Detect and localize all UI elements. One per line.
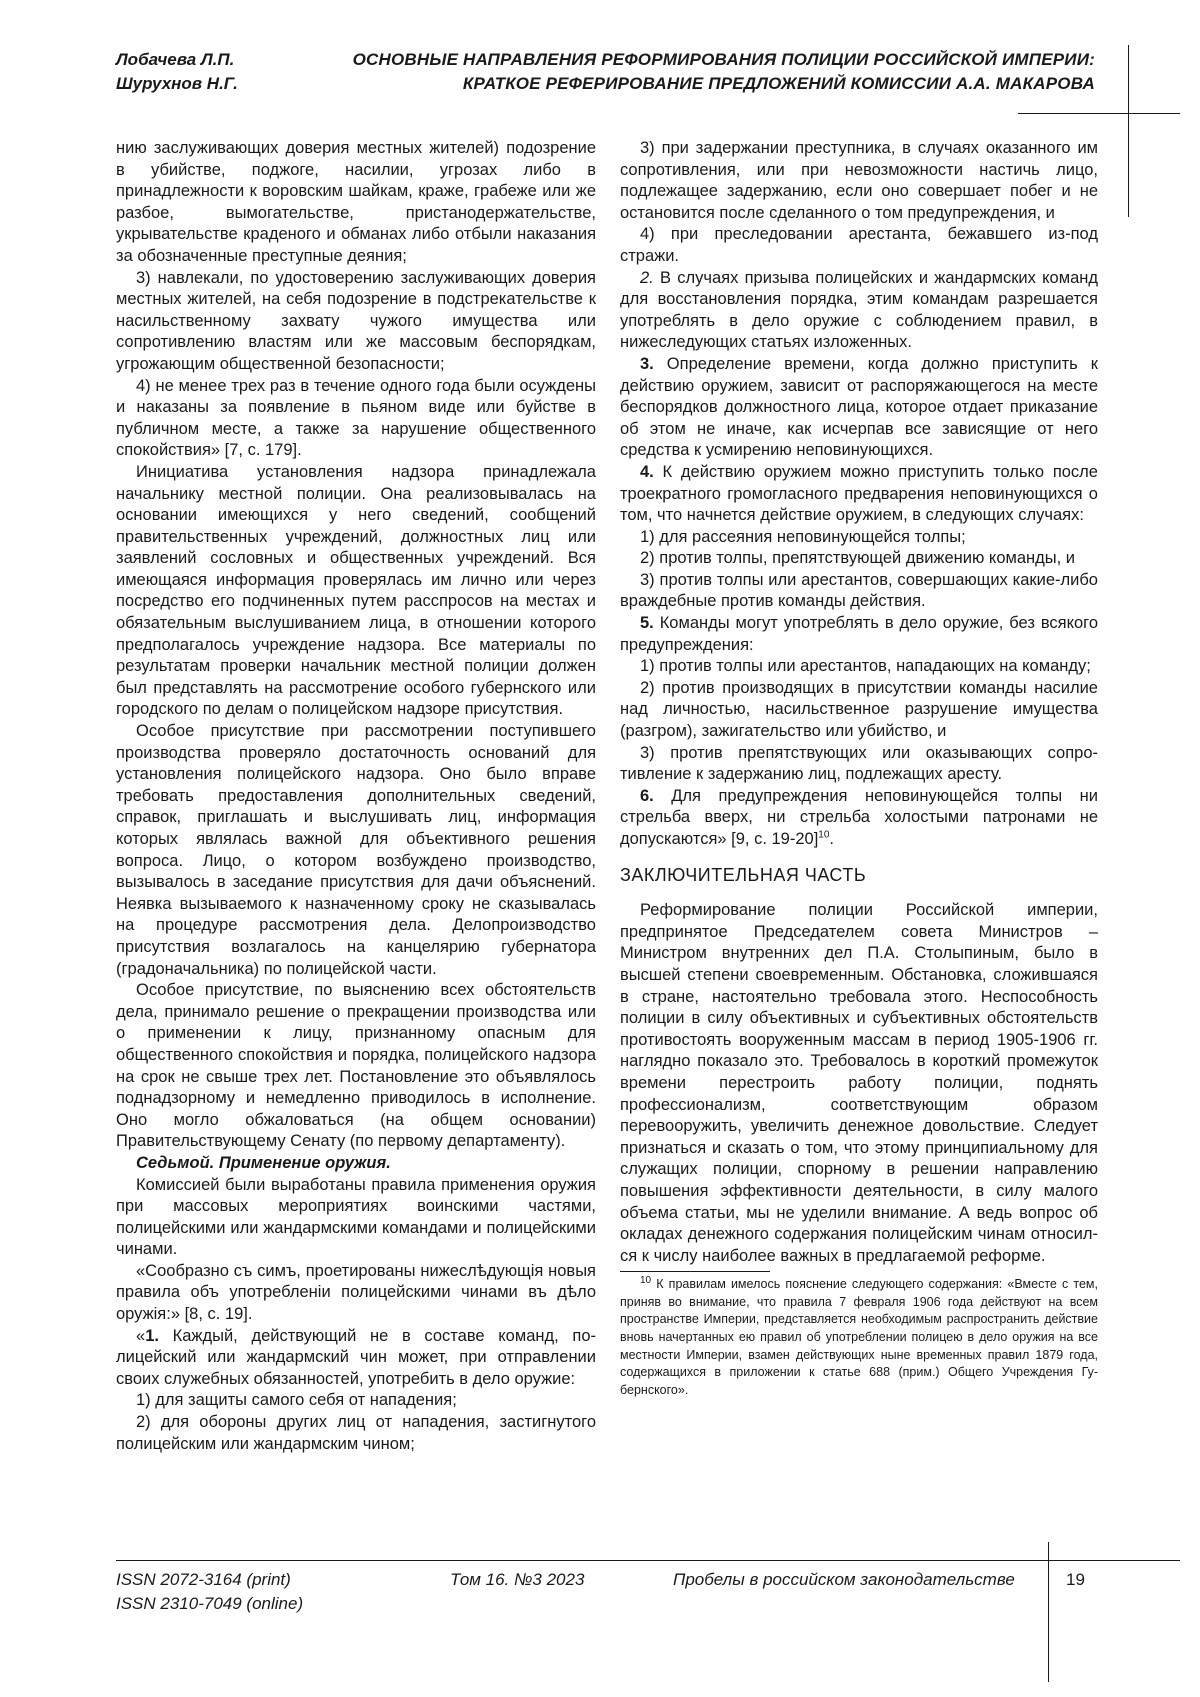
footer-journal-title: Пробелы в российском законодательстве [673, 1568, 1015, 1592]
paragraph: 3) навлекали, по удостоверению заслуживающих до­верия местных жителей, на себя подозрение в подстре­кательстве к насильственному захвату чужого имущества или сопротивлению властям или же массовым беспоряд­кам, угрожающим общественной безопасности; [116, 268, 596, 376]
header-authors [116, 48, 306, 96]
paragraph-text: Каждый, действующий не в составе команд, по­лицейский или жандармский чин может, при отправ­лении своих служебных обязанностей, употребить в дело оружие: [116, 1327, 596, 1388]
paragraph: Комиссией были выработаны правила применения оружия при массовых мероприятиях воинскими частя­ми, полицейскими или жандармскими командами и полицейскими чинами. [116, 1175, 596, 1261]
paragraph-text-end: . [829, 830, 834, 848]
paragraph-text: Определение времени, когда должно приступить к действию оружием, зависит от распоряжающегося на месте беспорядков должностного лица, которое отда­ет приказание об этом не иначе, как исчерпав все зави­сящие от него средства к усмирению неповинующихся. [620, 355, 1098, 459]
rule-number: 4. [640, 463, 654, 481]
section-heading: ЗАКЛЮЧИТЕЛЬНАЯ ЧАСТЬ [620, 865, 1098, 887]
footer-rule-vertical [1048, 1542, 1049, 1682]
rule-number: 6. [640, 787, 654, 805]
paragraph: нию заслуживающих доверия местных жителей) подо­зрение в убийстве, поджоге, насилии, угрозах либо в принадлежности к воровским шайкам, краже, грабеже или же разбое, вымогательстве, пристанодержатель­стве, укрывательстве краденого и обманах либо отбы­ли наказания за обозначенные преступные деяния; [116, 138, 596, 268]
paragraph-text: Команды могут употреблять в дело оружие, без всякого предупреждения: [620, 614, 1098, 654]
paragraph: 2) для обороны других лиц от нападения, застигнуто­го полицейским или жандармским чином; [116, 1412, 596, 1455]
paragraph: Инициатива установления надзора принадлежала начальнику местной полиции. Она реализовывалась на основании имеющихся у него сведений, сообще­ний правительственных учреждений, должностных лиц или заявлений сословных и общественных учреж­дений. Вся имеющаяся информация проверялась им лично или через посредство его подчиненных путем расспросов на местах и обязательным выслушиванием лица, в отношении которого предполагалось учрежде­ние надзора. Все материалы по результатам проверки начальник местной полиции должен был представлять на рассмотрение особого губернского или городского по делам о полицейском надзоре присутствия. [116, 462, 596, 721]
footnote-text: К правилам имелось пояснение следующего содержания: «Вме­сте с тем, приняв во внимание, что правила 7 февраля 1906 года действуют на всем пространстве Империи, представляется необхо­димым распространить действие вновь начертанных ею правил об употреблении полицею в дело оружия на все местности Империи, взамен действующих ныне временных правил 1879 года, содержа­щихся в приложении к статье 688 (прим.) Общего Учреждения Гу­бернского». [620, 1277, 1098, 1397]
paragraph: Особое присутствие, по выяснению всех обстоя­тельств дела, принимало решение о прекращении производства или о применении к лицу, признанному опасным для общественного спокойствия и поряд­ка, полицейского надзора на срок не свыше трех лет. Постановление это объявлялось поднадзорному и не­медленно приводилось в исполнение. Оно могло об­жаловаться (на общем основании) Правительствующе­му Сенату (по первому департаменту). [116, 980, 596, 1153]
page-number: 19 [1066, 1568, 1085, 1592]
subsection-heading: Седьмой. Применение оружия. [116, 1153, 596, 1175]
issn-print: ISSN 2072-3164 (print) [116, 1568, 303, 1592]
paragraph [620, 268, 1098, 354]
paragraph: 3) против препятствующих или оказывающих сопро­тивление к задержанию лиц, подлежащих аресту. [620, 743, 1098, 786]
header-rule-horizontal [1018, 113, 1180, 114]
paragraph [620, 613, 1098, 656]
footer-issue: Том 16. №3 2023 [450, 1568, 584, 1592]
paragraph: 1) для рассеяния неповинующейся толпы; [620, 527, 1098, 549]
author-1: Лобачева Л.П. [116, 48, 306, 72]
rule-number: 5. [640, 614, 654, 632]
paragraph: 3) против толпы или арестантов, совершающих каки­е-либо враждебные против команды действия. [620, 570, 1098, 613]
footnote [620, 1276, 1098, 1399]
paragraph: 2) против производящих в присутствии команды насилие над личностью, насильственное разрушение имущества (разгром), зажигательство или убийство, и [620, 678, 1098, 743]
paragraph: 2) против толпы, препятствующей движению коман­ды, и [620, 548, 1098, 570]
footnote-rule [620, 1271, 770, 1272]
paragraph [620, 462, 1098, 527]
quote-open: « [136, 1327, 145, 1345]
issn-online: ISSN 2310-7049 (online) [116, 1592, 303, 1616]
paragraph: 3) при задержании преступника, в случаях оказанно­го им сопротивления, или при невозможности настичь лицо, подлежащее задержанию, если оно совершает побег и не остановится после сделанного о том преду­преждения, и [620, 138, 1098, 224]
footnote-ref: 10 [818, 830, 829, 841]
paragraph: 1) против толпы или арестантов, нападающих на ко­манду; [620, 656, 1098, 678]
left-column [116, 138, 596, 1455]
footer-issn [116, 1568, 303, 1616]
paragraph [116, 1326, 596, 1391]
running-title-line-2: КРАТКОЕ РЕФЕРИРОВАНИЕ ПРЕДЛОЖЕНИЙ КОМИССИИ А.А. МАКАРОВА [300, 72, 1095, 96]
paragraph: «Сообразно съ симъ, проетированы нижеслѣдующія новыя правила объ употребленіи полицейскими чина­ми въ дѣло оружія:» [8, с. 19]. [116, 1261, 596, 1326]
paragraph-text: К действию оружием можно приступить только после троекратного громогласного предварения непо­винующихся о том, что начнется действие оружием, в следующих случаях: [620, 463, 1098, 524]
author-2: Шурухнов Н.Г. [116, 72, 306, 96]
footer-rule-horizontal [116, 1560, 1180, 1561]
right-column [620, 138, 1098, 1399]
paragraph: 4) не менее трех раз в течение одного года были осуждены и наказаны за появление в пьяном виде или буйстве в публичном месте, а также за нарушение об­щественного спокойствия» [7, с. 179]. [116, 376, 596, 462]
paragraph: 4) при преследовании арестанта, бежавшего из-под стражи. [620, 224, 1098, 267]
paragraph: Особое присутствие при рассмотрении поступившего производства проверяло достаточность оснований для установления полицейского надзора. Оно было вправе требовать предоставления дополнительных сведений, справок, приглашать и выслушивать лиц, информация которых являлась важной для объективного решения вопроса. Лицо, о котором возбуждено производство, вызывалось в заседание присутствия для дачи объяс­нений. Неявка вызываемого к назначенному сроку не сказывалась на процедуре рассмотрения дела. Дело­производство присутствия возлагалось на канцелярию губернатора (градоначальника) по полицейской части. [116, 721, 596, 980]
running-title-line-1: ОСНОВНЫЕ НАПРАВЛЕНИЯ РЕФОРМИРОВАНИЯ ПОЛИЦИИ РОССИЙСКОЙ ИМПЕРИИ: [300, 48, 1095, 72]
paragraph [620, 786, 1098, 851]
footnote-number: 10 [640, 1275, 651, 1286]
rule-number: 2. [640, 269, 654, 287]
paragraph: Реформирование полиции Российской империи, предпринятое Председателем совета Министров – Министром внутренних дел П.А. Столыпиным, было в высшей степени своевременным. Обстановка, сложив­шаяся в стране, настоятельно требовала этого. Неспо­собность полиции в силу объективных и субъективных обстоятельств противостоять вооруженным массам в период 1905-1906 гг. наглядно показало это. Требо­валось в короткий промежуток времени перестроить работу полиции, поднять профессионализм, соответ­ствующим образом перевооружить, увеличить денеж­ное довольствие. Следует признаться и сказать о том, что этому принципиальному для служащих полиции, спорному в решении направлению повышения эффек­тивности деятельности, в силу малого объема статьи, мы не уделили внимание. А ведь вопрос об окладах денежного содержания полицейским чинам относил­ся к числу наиболее важных в предлагаемой реформе. [620, 900, 1098, 1267]
rule-number: 3. [640, 355, 654, 373]
paragraph-text: В случаях призыва полицейских и жандармских команд для восстановления порядка, этим командам разрешается употреблять в дело оружие с соблюдени­ем правил, в нижеследующих статьях изложенных. [620, 269, 1098, 352]
paragraph-text: Для предупреждения неповинующейся толпы ни стрельба вверх, ни стрельба холостыми патронами не допускаются» [9, с. 19-20] [620, 787, 1098, 848]
running-title [300, 48, 1095, 96]
paragraph: 1) для защиты самого себя от нападения; [116, 1390, 596, 1412]
paragraph [620, 354, 1098, 462]
header-rule-vertical [1128, 45, 1129, 217]
rule-number: 1. [145, 1327, 159, 1345]
